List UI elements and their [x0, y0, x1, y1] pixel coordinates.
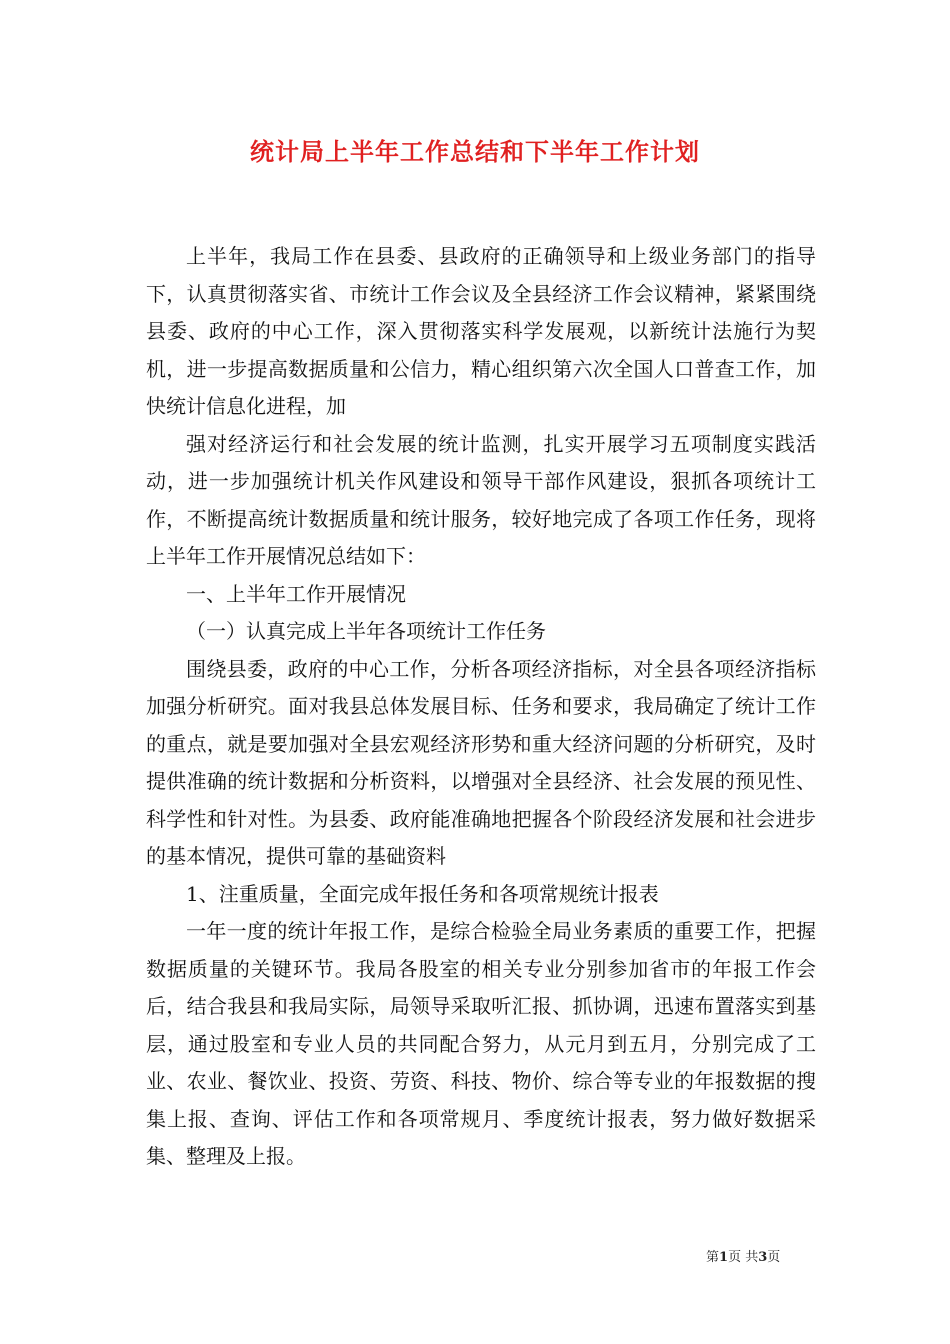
page-number-footer	[706, 1246, 780, 1265]
total-pages-number: 3	[758, 1250, 768, 1265]
subsection-heading-1: （一）认真完成上半年各项统计工作任务	[186, 619, 546, 643]
document-body	[146, 238, 816, 1176]
section-heading-1: 一、上半年工作开展情况	[186, 581, 406, 606]
document-title: 统计局上半年工作总结和下半年工作计划	[250, 137, 700, 166]
current-page-number: 1	[719, 1250, 729, 1265]
paragraph-intro-continued: 强对经济运行和社会发展的统计监测，扎实开展学习五项制度实践活动，进一步加强统计机关作风建设和领导干部作风建设，狠抓各项统计工作，不断提高统计数据质量和统计服务，较好地完成了各项工作任务，现将上半年工作开展情况总结如下：	[146, 431, 816, 568]
item-heading-1: 1、注重质量，全面完成年报任务和各项常规统计报表	[186, 881, 659, 906]
footer-middle: 页 共	[728, 1250, 759, 1265]
paragraph-intro: 上半年，我局工作在县委、县政府的正确领导和上级业务部门的指导下，认真贯彻落实省、市统计工作会议及全县经济工作会议精神，紧紧围绕县委、政府的中心工作，深入贯彻落实科学发展观，以新统计法施行为契机，进一步提高数据质量和公信力，精心组织第六次全国人口普查工作，加快统计信息化进程，加	[146, 244, 816, 418]
paragraph-annual-report: 一年一度的统计年报工作，是综合检验全局业务素质的重要工作，把握数据质量的关键环节。我局各股室的相关专业分别参加省市的年报工作会后，结合我县和我局实际，局领导采取听汇报、抓协调，迅速布置落实到基层，通过股室和专业人员的共同配合努力，从元月到五月，分别完成了工业、农业、餐饮业、投资、劳资、科技、物价、综合等专业的年报数据的搜集上报、查询、评估工作和各项常规月、季度统计报表，努力做好数据采集、整理及上报。	[146, 919, 816, 1168]
footer-prefix: 第	[706, 1250, 720, 1265]
paragraph-analysis: 围绕县委，政府的中心工作，分析各项经济指标，对全县各项经济指标加强分析研究。面对我县总体发展目标、任务和要求，我局确定了统计工作的重点，就是要加强对全县宏观经济形势和重大经济问题的分析研究，及时提供准确的统计数据和分析资料，以增强对全县经济、社会发展的预见性、科学性和针对性。为县委、政府能准确地把握各个阶段经济发展和社会进步的基本情况，提供可靠的基础资料	[146, 656, 816, 868]
footer-suffix: 页	[767, 1250, 781, 1265]
